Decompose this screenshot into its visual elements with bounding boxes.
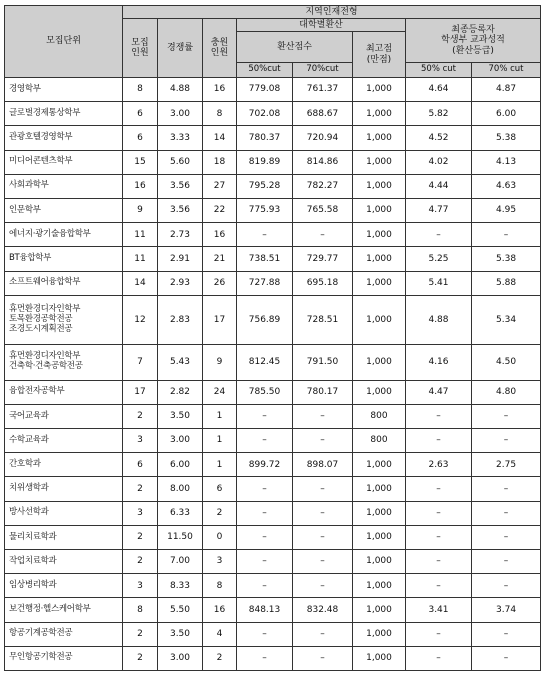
score-cut70-cell: – bbox=[293, 404, 353, 428]
filled-cell: 6 bbox=[203, 477, 237, 501]
table-row bbox=[5, 247, 541, 271]
table-row bbox=[5, 295, 541, 344]
table-row bbox=[5, 380, 541, 404]
max-score-cell: 1,000 bbox=[353, 344, 406, 380]
max-score-cell: 1,000 bbox=[353, 271, 406, 295]
table-row bbox=[5, 78, 541, 102]
filled-cell: 3 bbox=[203, 550, 237, 574]
grade-cut70-cell: 5.38 bbox=[472, 247, 541, 271]
competition-cell: 5.60 bbox=[158, 150, 203, 174]
table-row bbox=[5, 404, 541, 428]
quota-cell: 8 bbox=[123, 598, 158, 622]
unit-cell: 인문학부 bbox=[5, 198, 123, 222]
score-cut50-cell: – bbox=[237, 646, 293, 670]
score-cut50-cell: – bbox=[237, 550, 293, 574]
score-cut70-cell: 780.17 bbox=[293, 380, 353, 404]
grade-cut50-cell: – bbox=[406, 223, 472, 247]
max-score-cell: 800 bbox=[353, 429, 406, 453]
score-cut70-cell: – bbox=[293, 501, 353, 525]
competition-cell: 3.33 bbox=[158, 126, 203, 150]
score-cut70-cell: 814.86 bbox=[293, 150, 353, 174]
quota-cell: 6 bbox=[123, 453, 158, 477]
quota-cell: 3 bbox=[123, 501, 158, 525]
filled-cell: 24 bbox=[203, 380, 237, 404]
grade-cut50-cell: 4.52 bbox=[406, 126, 472, 150]
filled-cell: 21 bbox=[203, 247, 237, 271]
max-score-cell: 1,000 bbox=[353, 501, 406, 525]
score-cut50-cell: 775.93 bbox=[237, 198, 293, 222]
competition-cell: 2.91 bbox=[158, 247, 203, 271]
max-score-cell: 800 bbox=[353, 404, 406, 428]
header-unit: 모집단위 bbox=[5, 6, 123, 78]
unit-cell: 소프트웨어융합학부 bbox=[5, 271, 123, 295]
quota-cell: 8 bbox=[123, 78, 158, 102]
max-score-cell: 1,000 bbox=[353, 126, 406, 150]
grade-cut70-cell: 4.87 bbox=[472, 78, 541, 102]
max-score-cell: 1,000 bbox=[353, 525, 406, 549]
unit-cell: 휴먼환경디자인학부 건축학·건축공학전공 bbox=[5, 344, 123, 380]
score-cut50-cell: – bbox=[237, 525, 293, 549]
grade-cut70-cell: – bbox=[472, 646, 541, 670]
table-row bbox=[5, 198, 541, 222]
grade-cut50-cell: 5.41 bbox=[406, 271, 472, 295]
competition-cell: 5.50 bbox=[158, 598, 203, 622]
grade-cut70-cell: – bbox=[472, 622, 541, 646]
competition-cell: 8.00 bbox=[158, 477, 203, 501]
competition-cell: 7.00 bbox=[158, 550, 203, 574]
unit-cell: 경영학부 bbox=[5, 78, 123, 102]
score-cut50-cell: 779.08 bbox=[237, 78, 293, 102]
score-cut50-cell: – bbox=[237, 501, 293, 525]
filled-cell: 26 bbox=[203, 271, 237, 295]
unit-cell: 작업치료학과 bbox=[5, 550, 123, 574]
quota-cell: 11 bbox=[123, 223, 158, 247]
grade-cut70-cell: – bbox=[472, 574, 541, 598]
quota-cell: 11 bbox=[123, 247, 158, 271]
unit-cell: 국어교육과 bbox=[5, 404, 123, 428]
competition-cell: 3.50 bbox=[158, 404, 203, 428]
score-cut70-cell: 761.37 bbox=[293, 78, 353, 102]
grade-cut50-cell: 4.64 bbox=[406, 78, 472, 102]
grade-cut70-cell: 4.95 bbox=[472, 198, 541, 222]
quota-cell: 2 bbox=[123, 525, 158, 549]
table-row bbox=[5, 622, 541, 646]
competition-cell: 4.88 bbox=[158, 78, 203, 102]
filled-cell: 4 bbox=[203, 622, 237, 646]
score-cut70-cell: 791.50 bbox=[293, 344, 353, 380]
grade-cut50-cell: – bbox=[406, 622, 472, 646]
score-cut50-cell: – bbox=[237, 622, 293, 646]
score-cut50-cell: – bbox=[237, 477, 293, 501]
grade-cut50-cell: 2.63 bbox=[406, 453, 472, 477]
quota-cell: 3 bbox=[123, 429, 158, 453]
unit-cell: 미디어콘텐츠학부 bbox=[5, 150, 123, 174]
grade-cut50-cell: 5.25 bbox=[406, 247, 472, 271]
max-score-cell: 1,000 bbox=[353, 646, 406, 670]
grade-cut50-cell: 4.16 bbox=[406, 344, 472, 380]
unit-cell: 방사선학과 bbox=[5, 501, 123, 525]
score-cut70-cell: – bbox=[293, 574, 353, 598]
competition-cell: 3.56 bbox=[158, 198, 203, 222]
competition-cell: 5.43 bbox=[158, 344, 203, 380]
grade-cut70-cell: 4.80 bbox=[472, 380, 541, 404]
score-cut50-cell: 812.45 bbox=[237, 344, 293, 380]
score-cut50-cell: 819.89 bbox=[237, 150, 293, 174]
score-cut70-cell: 832.48 bbox=[293, 598, 353, 622]
quota-cell: 3 bbox=[123, 574, 158, 598]
score-cut50-cell: 785.50 bbox=[237, 380, 293, 404]
table-row bbox=[5, 344, 541, 380]
grade-cut50-cell: – bbox=[406, 550, 472, 574]
quota-cell: 6 bbox=[123, 102, 158, 126]
score-cut50-cell: – bbox=[237, 574, 293, 598]
table-body bbox=[5, 78, 541, 671]
grade-cut50-cell: 4.77 bbox=[406, 198, 472, 222]
max-score-cell: 1,000 bbox=[353, 622, 406, 646]
unit-cell: 무인항공기학전공 bbox=[5, 646, 123, 670]
max-score-cell: 1,000 bbox=[353, 150, 406, 174]
unit-cell: 물리치료학과 bbox=[5, 525, 123, 549]
filled-cell: 1 bbox=[203, 429, 237, 453]
score-cut70-cell: 728.51 bbox=[293, 295, 353, 344]
unit-cell: 임상병리학과 bbox=[5, 574, 123, 598]
unit-cell: 휴먼환경디자인학부 토목환경공학전공 조경도시계획전공 bbox=[5, 295, 123, 344]
table-row bbox=[5, 550, 541, 574]
table-row bbox=[5, 501, 541, 525]
unit-cell: BT융합학부 bbox=[5, 247, 123, 271]
filled-cell: 8 bbox=[203, 574, 237, 598]
max-score-cell: 1,000 bbox=[353, 102, 406, 126]
grade-cut70-cell: 4.13 bbox=[472, 150, 541, 174]
filled-cell: 18 bbox=[203, 150, 237, 174]
grade-cut70-cell: 5.88 bbox=[472, 271, 541, 295]
grade-cut50-cell: 4.88 bbox=[406, 295, 472, 344]
grade-cut50-cell: 4.47 bbox=[406, 380, 472, 404]
grade-cut70-cell: 3.74 bbox=[472, 598, 541, 622]
table-row bbox=[5, 477, 541, 501]
grade-cut70-cell: – bbox=[472, 525, 541, 549]
score-cut50-cell: 702.08 bbox=[237, 102, 293, 126]
filled-cell: 16 bbox=[203, 223, 237, 247]
competition-cell: 2.73 bbox=[158, 223, 203, 247]
table-row bbox=[5, 598, 541, 622]
quota-cell: 2 bbox=[123, 646, 158, 670]
grade-cut70-cell: 5.34 bbox=[472, 295, 541, 344]
header-group: 지역인재전형 bbox=[123, 6, 541, 19]
score-cut50-cell: 899.72 bbox=[237, 453, 293, 477]
competition-cell: 6.33 bbox=[158, 501, 203, 525]
quota-cell: 2 bbox=[123, 622, 158, 646]
score-cut50-cell: – bbox=[237, 429, 293, 453]
grade-cut70-cell: 4.50 bbox=[472, 344, 541, 380]
header-filled: 충원 인원 bbox=[203, 19, 237, 78]
score-cut70-cell: 695.18 bbox=[293, 271, 353, 295]
grade-cut70-cell: – bbox=[472, 550, 541, 574]
max-score-cell: 1,000 bbox=[353, 598, 406, 622]
filled-cell: 22 bbox=[203, 198, 237, 222]
quota-cell: 14 bbox=[123, 271, 158, 295]
filled-cell: 27 bbox=[203, 174, 237, 198]
unit-cell: 글로벌경제통상학부 bbox=[5, 102, 123, 126]
max-score-cell: 1,000 bbox=[353, 78, 406, 102]
table-row bbox=[5, 150, 541, 174]
filled-cell: 1 bbox=[203, 404, 237, 428]
filled-cell: 0 bbox=[203, 525, 237, 549]
grade-cut70-cell: – bbox=[472, 429, 541, 453]
header-max-score: 최고점 (만점) bbox=[353, 32, 406, 78]
score-cut50-cell: 848.13 bbox=[237, 598, 293, 622]
header-grade-cut70: 70% cut bbox=[472, 63, 541, 78]
score-cut50-cell: – bbox=[237, 223, 293, 247]
grade-cut70-cell: – bbox=[472, 501, 541, 525]
quota-cell: 6 bbox=[123, 126, 158, 150]
unit-cell: 치위생학과 bbox=[5, 477, 123, 501]
grade-cut50-cell: 3.41 bbox=[406, 598, 472, 622]
max-score-cell: 1,000 bbox=[353, 477, 406, 501]
grade-cut70-cell: 2.75 bbox=[472, 453, 541, 477]
filled-cell: 8 bbox=[203, 102, 237, 126]
grade-cut70-cell: – bbox=[472, 404, 541, 428]
competition-cell: 8.33 bbox=[158, 574, 203, 598]
score-cut50-cell: 738.51 bbox=[237, 247, 293, 271]
unit-cell: 사회과학부 bbox=[5, 174, 123, 198]
score-cut70-cell: – bbox=[293, 223, 353, 247]
score-cut70-cell: 765.58 bbox=[293, 198, 353, 222]
max-score-cell: 1,000 bbox=[353, 223, 406, 247]
max-score-cell: 1,000 bbox=[353, 198, 406, 222]
unit-cell: 에너지·광기술융합학부 bbox=[5, 223, 123, 247]
grade-cut70-cell: 5.38 bbox=[472, 126, 541, 150]
table-row bbox=[5, 574, 541, 598]
filled-cell: 2 bbox=[203, 646, 237, 670]
header-final-reg: 최종등록자 학생부 교과성적 (환산등급) bbox=[406, 19, 541, 63]
max-score-cell: 1,000 bbox=[353, 174, 406, 198]
competition-cell: 11.50 bbox=[158, 525, 203, 549]
score-cut70-cell: 729.77 bbox=[293, 247, 353, 271]
table-row bbox=[5, 453, 541, 477]
score-cut50-cell: 756.89 bbox=[237, 295, 293, 344]
header-cut70: 70%cut bbox=[293, 63, 353, 78]
table-row bbox=[5, 174, 541, 198]
grade-cut50-cell: – bbox=[406, 525, 472, 549]
max-score-cell: 1,000 bbox=[353, 550, 406, 574]
header-converted: 환산점수 bbox=[237, 32, 353, 63]
unit-cell: 항공기계공학전공 bbox=[5, 622, 123, 646]
score-cut70-cell: – bbox=[293, 525, 353, 549]
quota-cell: 15 bbox=[123, 150, 158, 174]
competition-cell: 2.82 bbox=[158, 380, 203, 404]
quota-cell: 16 bbox=[123, 174, 158, 198]
table-row bbox=[5, 126, 541, 150]
quota-cell: 2 bbox=[123, 550, 158, 574]
competition-cell: 3.50 bbox=[158, 622, 203, 646]
score-cut70-cell: – bbox=[293, 477, 353, 501]
admissions-table bbox=[4, 5, 541, 671]
score-cut70-cell: – bbox=[293, 429, 353, 453]
table-row bbox=[5, 429, 541, 453]
score-cut70-cell: 688.67 bbox=[293, 102, 353, 126]
grade-cut50-cell: – bbox=[406, 501, 472, 525]
max-score-cell: 1,000 bbox=[353, 380, 406, 404]
score-cut70-cell: – bbox=[293, 646, 353, 670]
filled-cell: 16 bbox=[203, 598, 237, 622]
table-row bbox=[5, 102, 541, 126]
grade-cut50-cell: 5.82 bbox=[406, 102, 472, 126]
grade-cut50-cell: 4.02 bbox=[406, 150, 472, 174]
score-cut50-cell: 795.28 bbox=[237, 174, 293, 198]
unit-cell: 보건행정·헬스케어학부 bbox=[5, 598, 123, 622]
max-score-cell: 1,000 bbox=[353, 453, 406, 477]
quota-cell: 2 bbox=[123, 477, 158, 501]
quota-cell: 9 bbox=[123, 198, 158, 222]
grade-cut70-cell: – bbox=[472, 477, 541, 501]
table-row bbox=[5, 646, 541, 670]
score-cut50-cell: – bbox=[237, 404, 293, 428]
table-row bbox=[5, 223, 541, 247]
competition-cell: 6.00 bbox=[158, 453, 203, 477]
score-cut70-cell: 782.27 bbox=[293, 174, 353, 198]
competition-cell: 3.56 bbox=[158, 174, 203, 198]
grade-cut70-cell: 6.00 bbox=[472, 102, 541, 126]
competition-cell: 3.00 bbox=[158, 429, 203, 453]
quota-cell: 12 bbox=[123, 295, 158, 344]
max-score-cell: 1,000 bbox=[353, 295, 406, 344]
header-competition: 경쟁률 bbox=[158, 19, 203, 78]
filled-cell: 14 bbox=[203, 126, 237, 150]
filled-cell: 16 bbox=[203, 78, 237, 102]
max-score-cell: 1,000 bbox=[353, 574, 406, 598]
unit-cell: 간호학과 bbox=[5, 453, 123, 477]
unit-cell: 융합전자공학부 bbox=[5, 380, 123, 404]
max-score-cell: 1,000 bbox=[353, 247, 406, 271]
grade-cut70-cell: 4.63 bbox=[472, 174, 541, 198]
unit-cell: 수학교육과 bbox=[5, 429, 123, 453]
score-cut70-cell: 898.07 bbox=[293, 453, 353, 477]
grade-cut50-cell: – bbox=[406, 429, 472, 453]
header-quota: 모집 인원 bbox=[123, 19, 158, 78]
competition-cell: 2.83 bbox=[158, 295, 203, 344]
filled-cell: 2 bbox=[203, 501, 237, 525]
header-cut50: 50%cut bbox=[237, 63, 293, 78]
table-row bbox=[5, 525, 541, 549]
quota-cell: 17 bbox=[123, 380, 158, 404]
grade-cut50-cell: – bbox=[406, 477, 472, 501]
filled-cell: 17 bbox=[203, 295, 237, 344]
score-cut70-cell: – bbox=[293, 622, 353, 646]
header-grade-cut50: 50% cut bbox=[406, 63, 472, 78]
grade-cut50-cell: – bbox=[406, 404, 472, 428]
grade-cut50-cell: – bbox=[406, 646, 472, 670]
score-cut50-cell: 727.88 bbox=[237, 271, 293, 295]
table-header bbox=[5, 6, 541, 78]
unit-cell: 관광호텔경영학부 bbox=[5, 126, 123, 150]
competition-cell: 2.93 bbox=[158, 271, 203, 295]
score-cut50-cell: 780.37 bbox=[237, 126, 293, 150]
quota-cell: 2 bbox=[123, 404, 158, 428]
table-row bbox=[5, 271, 541, 295]
competition-cell: 3.00 bbox=[158, 102, 203, 126]
score-cut70-cell: – bbox=[293, 550, 353, 574]
header-univ-calc: 대학별환산 bbox=[237, 19, 406, 32]
grade-cut50-cell: 4.44 bbox=[406, 174, 472, 198]
score-cut70-cell: 720.94 bbox=[293, 126, 353, 150]
filled-cell: 9 bbox=[203, 344, 237, 380]
quota-cell: 7 bbox=[123, 344, 158, 380]
competition-cell: 3.00 bbox=[158, 646, 203, 670]
grade-cut70-cell: – bbox=[472, 223, 541, 247]
filled-cell: 1 bbox=[203, 453, 237, 477]
grade-cut50-cell: – bbox=[406, 574, 472, 598]
